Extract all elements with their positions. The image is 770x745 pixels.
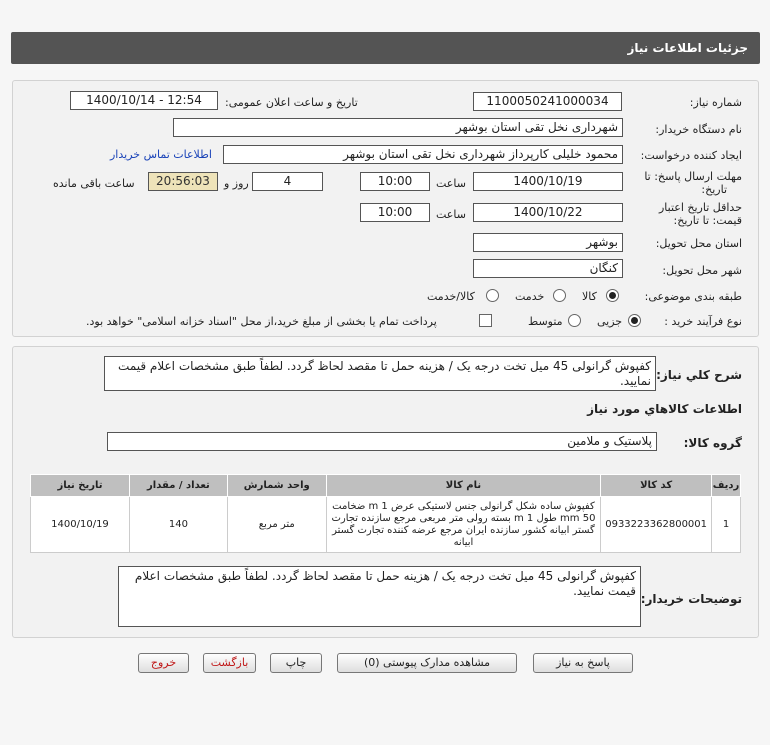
page-title: جزئیات اطلاعات نیاز [11,32,760,64]
announce-datetime-label: تاریخ و ساعت اعلان عمومی: [225,96,358,109]
view-attachments-button[interactable]: مشاهده مدارک پیوستی (0) [337,653,517,673]
remaining-time-label: ساعت باقی مانده [53,177,135,190]
row-date: 1400/10/19 [31,497,130,553]
buyer-org-label: نام دستگاه خریدار: [655,123,742,136]
col-unit-header: واحد شمارش [227,475,326,497]
reply-button[interactable]: پاسخ به نیاز [533,653,633,673]
row-code: 0933223362800001 [601,497,712,553]
buyer-notes-field: کفپوش گرانولی 45 میل تخت درجه یک / هزینه حمل تا مقصد لحاظ گردد. لطفاً طبق مشخصات اعلام قیمت نمایید. [118,566,641,627]
category-option-goods: کالا [582,290,597,303]
validity-time-field: 10:00 [360,203,430,222]
deadline-time-label: ساعت [436,177,466,190]
treasury-payment-checkbox[interactable] [479,314,492,327]
category-option-service: خدمت [515,290,545,303]
contact-buyer-link[interactable]: اطلاعات تماس خریدار [110,148,212,161]
table-header-row [31,475,741,497]
row-qty: 140 [129,497,227,553]
goods-section-title: اطلاعات کالاهاي مورد نياز [587,402,742,416]
back-button[interactable]: بازگشت [203,653,256,673]
row-index: 1 [712,497,741,553]
validity-time-label: ساعت [436,208,466,221]
validity-date-field: 1400/10/22 [473,203,623,222]
category-option-goods-service: کالا/خدمت [427,290,475,303]
summary-label: شرح کلي نياز: [656,368,742,382]
process-type-label: نوع فرآیند خرید : [664,315,742,328]
remaining-days-label: روز و [224,177,249,190]
deadline-time-field: 10:00 [360,172,430,191]
deadline-label-line1: مهلت ارسال پاسخ: تا [644,170,742,183]
col-date-header: تاریخ نیاز [31,475,130,497]
category-radio-service[interactable] [553,289,566,302]
row-name: کفپوش ساده شکل گرانولی جنس لاستیکی عرض m 1 ضخامت mm 50 طول m 1 بسته رولی متر مربعی مرجع سازنده تجارت گستر ابیانه کشور سازنده ایران مرجع عرضه کننده تجارت گستر ابیانه [326,497,601,553]
creator-field: محمود خلیلی کارپرداز شهرداری نخل تقی استان بوشهر [223,145,623,164]
process-radio-medium[interactable] [568,314,581,327]
process-option-medium: متوسط [528,315,563,328]
process-radio-partial[interactable] [628,314,641,327]
city-label: شهر محل تحویل: [662,264,742,277]
table-row [31,497,741,553]
goods-group-label: گروه کالا: [683,436,742,450]
treasury-payment-note: پرداخت تمام یا بخشی از مبلغ خرید،از محل "اسناد خزانه اسلامی" خواهد بود. [86,315,437,328]
summary-field: کفپوش گرانولی 45 میل تخت درجه یک / هزینه حمل تا مقصد لحاظ گردد. لطفاً طبق مشخصات اعلام قیمت نمایید. [104,356,656,391]
buyer-notes-label: توضیحات خریدار: [640,592,742,606]
validity-label-line2: قیمت: تا تاریخ: [673,214,742,227]
category-radio-goods-service[interactable] [486,289,499,302]
col-code-header: کد کالا [601,475,712,497]
process-option-partial: جزیی [597,315,623,328]
remaining-time-field: 20:56:03 [148,172,218,191]
col-qty-header: تعداد / مقدار [129,475,227,497]
need-number-field: 1100050241000034 [473,92,622,111]
city-field: کنگان [473,259,623,278]
exit-button[interactable]: خروج [138,653,189,673]
deadline-label-line2: تاریخ: [701,183,727,196]
goods-table [30,474,741,553]
category-label: طبقه بندی موضوعی: [644,290,742,303]
validity-label-line1: حداقل تاریخ اعتبار [658,201,742,214]
province-field: بوشهر [473,233,623,252]
row-unit: متر مربع [227,497,326,553]
buyer-org-field: شهرداری نخل تقی استان بوشهر [173,118,623,137]
col-index-header: ردیف [712,475,741,497]
col-name-header: نام کالا [326,475,601,497]
remaining-days-field: 4 [252,172,323,191]
deadline-date-field: 1400/10/19 [473,172,623,191]
goods-group-field: پلاستیک و ملامین [107,432,657,451]
category-radio-goods[interactable] [606,289,619,302]
province-label: استان محل تحویل: [655,237,742,250]
creator-label: ایجاد کننده درخواست: [640,149,742,162]
announce-datetime-field: 1400/10/14 - 12:54 [70,91,218,110]
need-number-label: شماره نیاز: [689,96,742,109]
print-button[interactable]: چاپ [270,653,322,673]
